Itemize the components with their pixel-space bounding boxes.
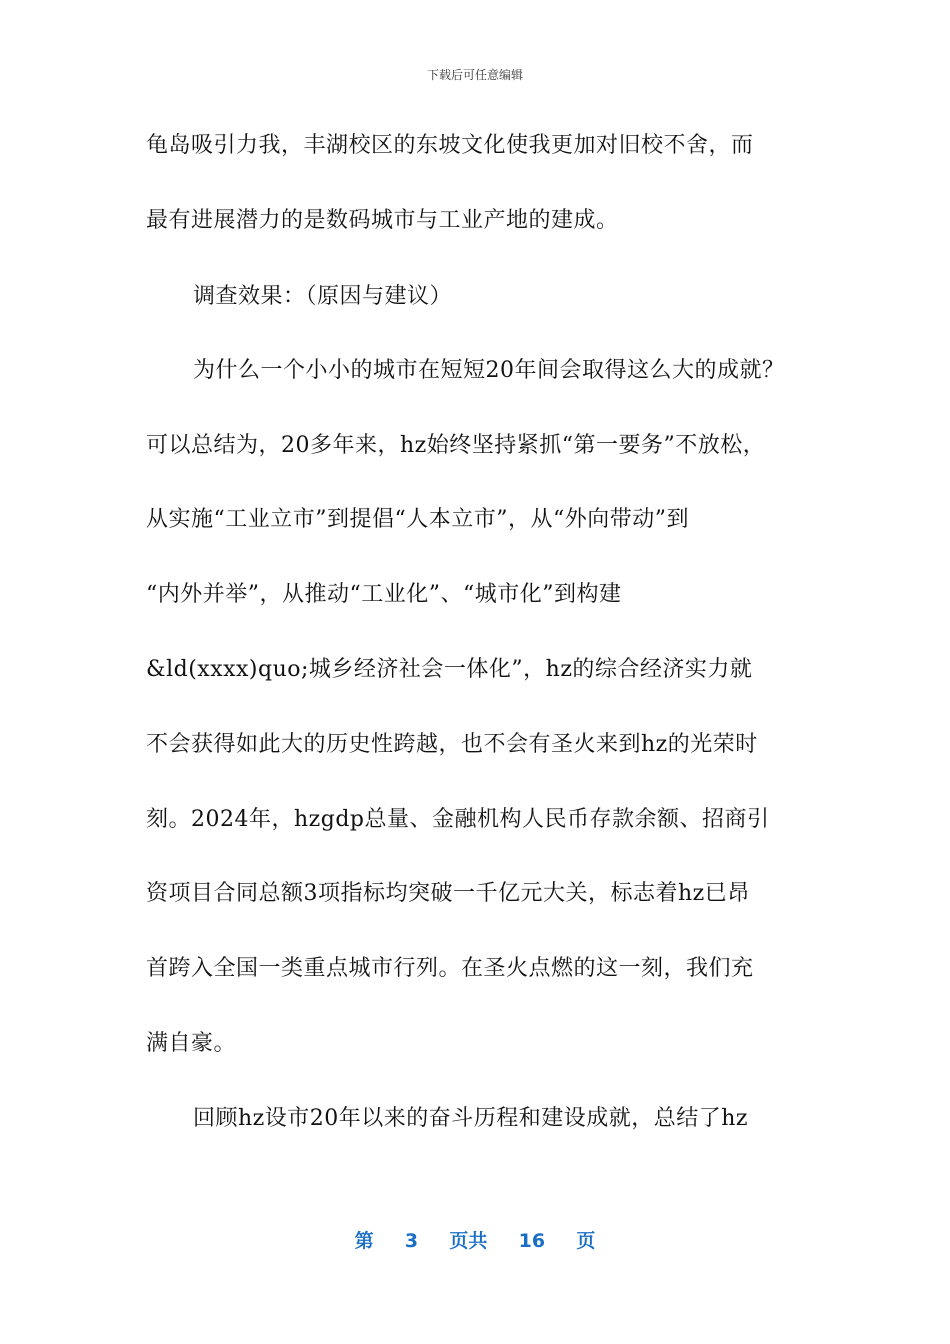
footer-suffix: 页	[576, 1230, 596, 1252]
body-line: 回顾hz设市20年以来的奋斗历程和建设成就，总结了hz	[193, 1106, 749, 1131]
body-line: 为什么一个小小的城市在短短20年间会取得这么大的成就？	[193, 358, 785, 383]
body-line: 资项目合同总额3项指标均突破一千亿元大关，标志着hz已昂	[146, 881, 750, 906]
body-line: “内外并举”，从推动“工业化”、“城市化”到构建	[146, 582, 622, 607]
header-note: 下载后可任意编辑	[426, 68, 523, 82]
footer-middle: 页共	[449, 1230, 488, 1252]
page-footer	[0, 1226, 950, 1253]
body-line: 刻。2024年，hzgdp总量、金融机构人民币存款余额、招商引	[146, 807, 770, 832]
section-heading: 调查效果：（原因与建议）	[193, 284, 453, 309]
body-line: 最有进展潜力的是数码城市与工业产地的建成。	[146, 208, 619, 233]
body-line: 不会获得如此大的历史性跨越，也不会有圣火来到hz的光荣时	[146, 732, 758, 757]
footer-total-pages: 16	[518, 1230, 546, 1252]
body-line: 满自豪。	[146, 1031, 237, 1056]
body-line: 可以总结为，20多年来，hz始终坚持紧抓“第一要务”不放松，	[146, 433, 766, 458]
body-line: &ld(xxxx)quo;城乡经济社会一体化”，hz的综合经济实力就	[146, 657, 753, 682]
body-line: 从实施“工业立市”到提倡“人本立市”，从“外向带动”到	[146, 507, 689, 532]
footer-page-number: 3	[404, 1230, 419, 1252]
footer-prefix: 第	[354, 1230, 374, 1252]
body-line: 龟岛吸引力我，丰湖校区的东坡文化使我更加对旧校不舍，而	[146, 133, 754, 158]
body-line: 首跨入全国一类重点城市行列。在圣火点燃的这一刻，我们充	[146, 956, 754, 981]
